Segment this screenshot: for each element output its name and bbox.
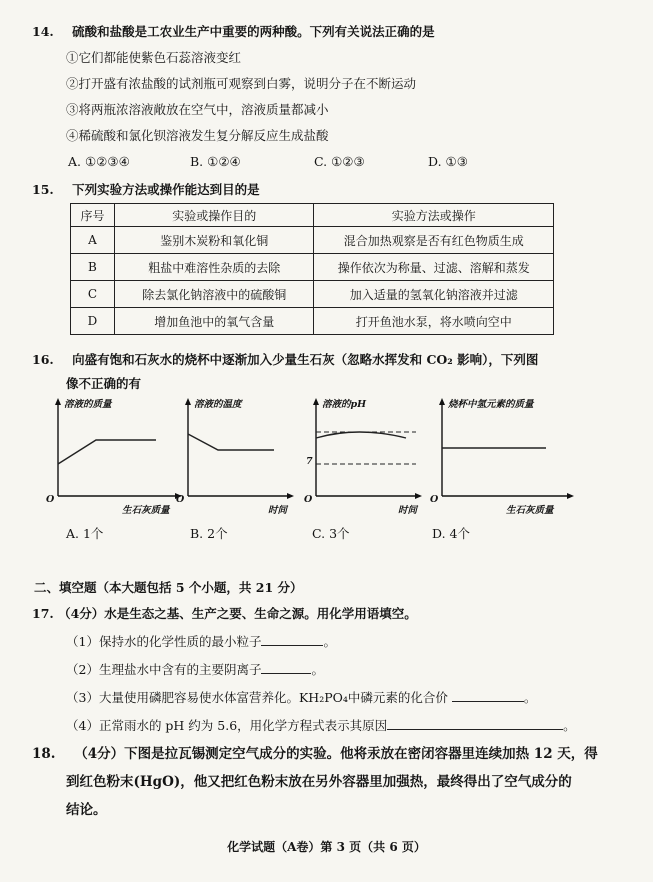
table-cell: A (71, 227, 115, 254)
graph-ylabel: 烧杯中氢元素的质量 (448, 399, 534, 410)
q18-number: 18. (32, 746, 56, 762)
q14-number: 14. (32, 24, 54, 39)
q14-statement-4: ④稀硫酸和氯化钡溶液发生复分解反应生成盐酸 (66, 128, 329, 143)
q14-statement-3: ③将两瓶浓溶液敞放在空气中，溶液质量都减小 (66, 102, 329, 117)
table-cell: 混合加热观察是否有红色物质生成 (314, 227, 554, 254)
graph-xlabel: 时间 (398, 505, 418, 516)
q16-graph-b (178, 396, 303, 516)
q15-number: 15. (32, 182, 54, 197)
graph-xlabel: 生石灰质量 (122, 505, 170, 516)
q16-stem (32, 350, 538, 368)
q14-stem (32, 22, 435, 40)
q14-stem-text: 硫酸和盐酸是工农业生产中重要的两种酸。下列有关说法正确的是 (72, 24, 435, 39)
q14-statement-2: ②打开盛有浓盐酸的试剂瓶可观察到白雾，说明分子在不断运动 (66, 76, 417, 91)
table-cell: 鉴别木炭粉和氧化铜 (114, 227, 314, 254)
q17-item-4-text: （4）正常雨水的 pH 约为 5.6，用化学方程式表示其原因 (66, 718, 388, 733)
answer-blank[interactable] (261, 633, 323, 646)
table-cell: B (71, 254, 115, 281)
q17-number: 17. (32, 606, 54, 621)
q14-option-b: B. ①②④ (190, 154, 241, 169)
graph-ylabel: 溶液的温度 (194, 399, 242, 410)
answer-blank[interactable] (452, 689, 524, 702)
answer-blank[interactable] (387, 717, 563, 730)
table-cell: C (71, 281, 115, 308)
table-row (71, 254, 554, 281)
section-title: 二、填空题（本大题包括 5 个小题，共 21 分） (34, 580, 303, 595)
q17-formula: KH₂PO₄ (298, 690, 348, 705)
q15-table (70, 203, 554, 335)
table-row (71, 227, 554, 254)
q16-graph-c (306, 396, 431, 516)
graph-origin: O (176, 494, 185, 505)
q14-options (68, 154, 588, 172)
q18-line3: 结论。 (66, 802, 107, 818)
q15-stem-text: 下列实验方法或操作能达到目的是 (72, 182, 260, 197)
q17-item-2-text: （2）生理盐水中含有的主要阴离子 (66, 662, 262, 677)
q17-item-1: （1）保持水的化学性质的最小粒子 。 (66, 634, 336, 649)
q14-statement-1: ①它们都能使紫色石蕊溶液变红 (66, 50, 242, 65)
graph-ylabel: 溶液的pH (322, 399, 367, 410)
q17-item-4: （4）正常雨水的 pH 约为 5.6，用化学方程式表示其原因 。 (66, 718, 576, 733)
table-cell: 操作依次为称量、过滤、溶解和蒸发 (314, 254, 554, 281)
q17-item-3-tail: 中磷元素的化合价 (347, 690, 448, 705)
answer-blank[interactable] (261, 661, 311, 674)
table-cell: D (71, 308, 115, 335)
table-cell: 加入适量的氢氧化钠溶液并过滤 (314, 281, 554, 308)
table-cell: 增加鱼池中的氧气含量 (114, 308, 314, 335)
curve (58, 440, 156, 464)
table-header-cell: 实验或操作目的 (114, 204, 314, 227)
table-cell: 粗盐中难溶性杂质的去除 (114, 254, 314, 281)
page-footer: 化学试题（A卷）第 3 页（共 6 页） (227, 840, 426, 854)
graph-xlabel: 时间 (268, 505, 288, 516)
table-row (71, 281, 554, 308)
q17-stem-text: （4分）水是生态之基、生产之要、生命之源。用化学用语填空。 (58, 606, 417, 621)
q16-option-c: C. 3个 (312, 526, 350, 541)
table-header-cell: 序号 (71, 204, 115, 227)
q18-line2: 到红色粉末(HgO)，他又把红色粉末放在另外容器里加强热，最终得出了空气成分的 (66, 774, 572, 790)
q16-option-d: D. 4个 (432, 526, 470, 541)
table-header-row (71, 204, 554, 227)
y-arrow (55, 398, 61, 405)
q14-option-c: C. ①②③ (314, 154, 365, 169)
q16-option-b: B. 2个 (190, 526, 228, 541)
q16-option-a: A. 1个 (66, 526, 104, 541)
table-cell: 除去氯化钠溶液中的硫酸铜 (114, 281, 314, 308)
q17-item-3-text: （3）大量使用磷肥容易使水体富营养化。 (66, 690, 299, 705)
q14-option-d: D. ①③ (428, 154, 468, 169)
graph-origin: O (46, 494, 55, 505)
q16-stem-line1: 向盛有饱和石灰水的烧杯中逐渐加入少量生石灰（忽略水挥发和 CO₂ 影响），下列图 (72, 352, 539, 367)
q16-options (66, 524, 586, 542)
graph-origin: O (304, 494, 313, 505)
table-row (71, 308, 554, 335)
q17-stem (32, 604, 417, 622)
q14-option-a: A. ①②③④ (68, 154, 130, 169)
q18-line1 (32, 742, 598, 762)
q15-stem (32, 180, 260, 198)
graph-ylabel: 溶液的质量 (64, 399, 112, 410)
q16-graph-d (432, 396, 582, 516)
graph-ref-7: 7 (306, 456, 313, 467)
q16-number: 16. (32, 352, 54, 367)
table-header-cell: 实验方法或操作 (314, 204, 554, 227)
graph-xlabel: 生石灰质量 (506, 505, 554, 516)
q17-item-2: （2）生理盐水中含有的主要阴离子 。 (66, 662, 324, 677)
q17-item-1-text: （1）保持水的化学性质的最小粒子 (66, 634, 262, 649)
q16-stem-line2: 像不正确的有 (66, 376, 142, 391)
table-cell: 打开鱼池水泵，将水喷向空中 (314, 308, 554, 335)
q17-item-3: （3）大量使用磷肥容易使水体富营养化。KH₂PO₄中磷元素的化合价 。 (66, 690, 537, 705)
q18-line1-text: （4分）下图是拉瓦锡测定空气成分的实验。他将汞放在密闭容器里连续加热 12 天，得 (74, 746, 598, 762)
q16-graph-a (48, 396, 188, 516)
graph-origin: O (430, 494, 439, 505)
